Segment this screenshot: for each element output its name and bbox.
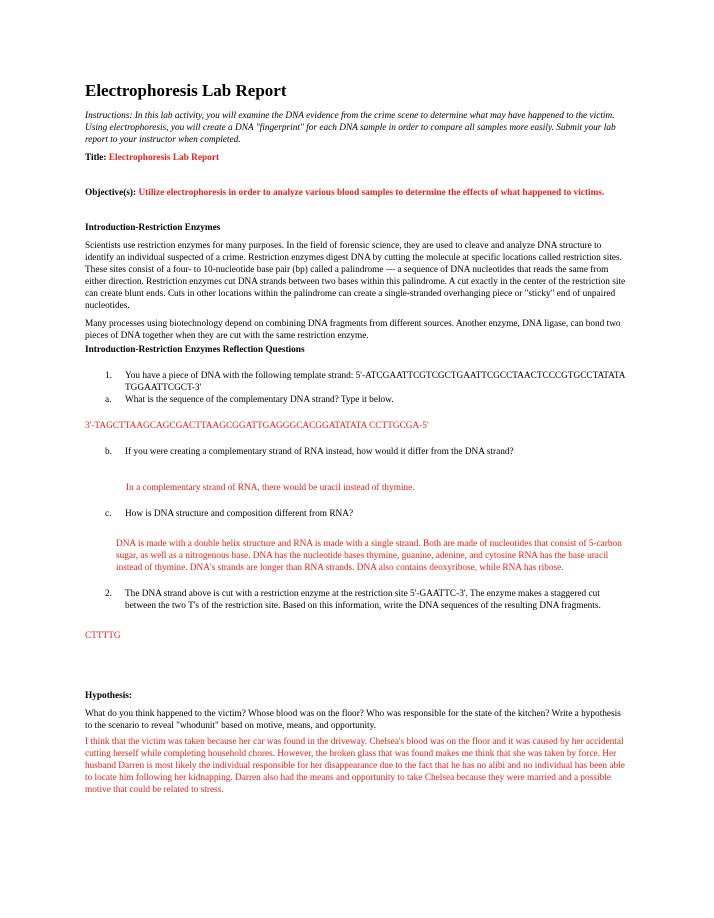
question-b-number: b.	[105, 447, 112, 457]
hypothesis-answer: I think that the victim was taken because her car was found in the driveway. Chelsea's blood was on the floor and it was caused by her accidental cutting herself while completing household chores. However, the broken glass that was found makes me think that she was taken by force. Her husband Darren is most likely the individual responsible for her disappearance due to the fact that he has no alibi and no individual has been able to locate him following her kidnapping. Darren also had the means and opportunity to take Chelsea because they were married and a possible motive that could be related to stress.	[85, 737, 625, 795]
hypothesis-heading: Hypothesis:	[85, 691, 133, 701]
question-a-text: What is the sequence of the complementary DNA strand? Type it below.	[125, 395, 394, 405]
question-c	[85, 508, 630, 520]
question-a	[85, 394, 630, 406]
instructions-text: Instructions: In this lab activity, you will examine the DNA evidence from the crime scene to determine what may have happened to the victim. Using electrophoresis, you will create a DNA "fingerprint" for each DNA sample in order to compare all samples more easily. Submit your lab report to your instructor when completed.	[85, 111, 616, 145]
reflection-heading: Introduction-Restriction Enzymes Reflection Questions	[85, 345, 305, 355]
objective-label: Objective(s):	[85, 188, 137, 198]
answer-2: CTTTTG	[85, 631, 121, 641]
intro-paragraph-1: Scientists use restriction enzymes for many purposes. In the field of forensic science, they are used to cleave and analyze DNA structure to identify an individual suspected of a crime. Restriction enzymes digest DNA by cutting the molecule at specific locations called restriction sites. These sites consist of a four- to 10-nucleotide base pair (bp) called a palindrome — a sequence of DNA nucleotides that reads the same from either direction. Restriction enzymes cut DNA strands between two bases within this palindrome. A cut exactly in the center of the restriction site can create blunt ends. Cuts in other locations within the palindrome can create a single-stranded overhanging piece or "sticky" end of unpaired nucleotides.	[85, 241, 626, 311]
document-title: Electrophoresis Lab Report	[85, 81, 287, 100]
title-field	[85, 152, 630, 164]
answer-c: DNA is made with a double helix structure and RNA is made with a single strand. Both are made of nucleotides that consist of 5-carbon sugar, as well as a nitrogenous base. DNA has the nucleotide bases thymine, guanine, adenine, and cytosine RNA has the base uracil instead of thymine. DNA's strands are longer than RNA strands. DNA also contains deoxyribose, while RNA has ribose.	[116, 539, 622, 573]
question-b-text: If you were creating a complementary strand of RNA instead, how would it differ from the DNA strand?	[125, 447, 514, 457]
answer-b: In a complementary strand of RNA, there would be uracil instead of thymine.	[126, 483, 415, 493]
document-page	[85, 80, 630, 796]
question-1	[85, 370, 630, 394]
question-2-number: 2.	[105, 589, 112, 599]
hypothesis-prompt: What do you think happened to the victim? Whose blood was on the floor? Who was responsible for the state of the kitchen? Write a hypothesis to the scenario to reveal "whodunit" based on motive, means, and opportunity.	[85, 709, 621, 731]
question-c-number: c.	[105, 509, 112, 519]
question-c-text: How is DNA structure and composition different from RNA?	[125, 509, 354, 519]
question-a-number: a.	[105, 395, 112, 405]
objective-field	[85, 187, 630, 199]
title-field-label: Title:	[85, 153, 107, 163]
question-2-text: The DNA strand above is cut with a restriction enzyme at the restriction site 5'-GAATTC-3'. The enzyme makes a staggered cut between the two T's of the restriction site. Based on this information, write the DNA sequences of the resulting DNA fragments.	[125, 589, 601, 611]
title-field-value: Electrophoresis Lab Report	[108, 153, 220, 163]
intro-heading: Introduction-Restriction Enzymes	[85, 223, 221, 233]
objective-value: Utilize electrophoresis in order to analyze various blood samples to determine the effects of what happened to victims.	[138, 188, 605, 198]
question-b	[85, 446, 630, 458]
answer-a: 3'-TAGCTTAAGCAGCGACTTAAGCGGATTGAGGGCACGGATATATA CCTTGCGA-5'	[85, 421, 429, 431]
question-1-text: You have a piece of DNA with the following template strand: 5'-ATCGAATTCGTCGCTGAATTCGCCTAACTCCCGTGCCTATATATGGAATTCGCT-3'	[125, 371, 626, 393]
intro-paragraph-2: Many processes using biotechnology depend on combining DNA fragments from different sources. Another enzyme, DNA ligase, can bond two pieces of DNA together when they are cut with the same restriction enzyme.	[85, 319, 621, 341]
question-2	[85, 588, 630, 612]
question-1-number: 1.	[105, 371, 112, 381]
